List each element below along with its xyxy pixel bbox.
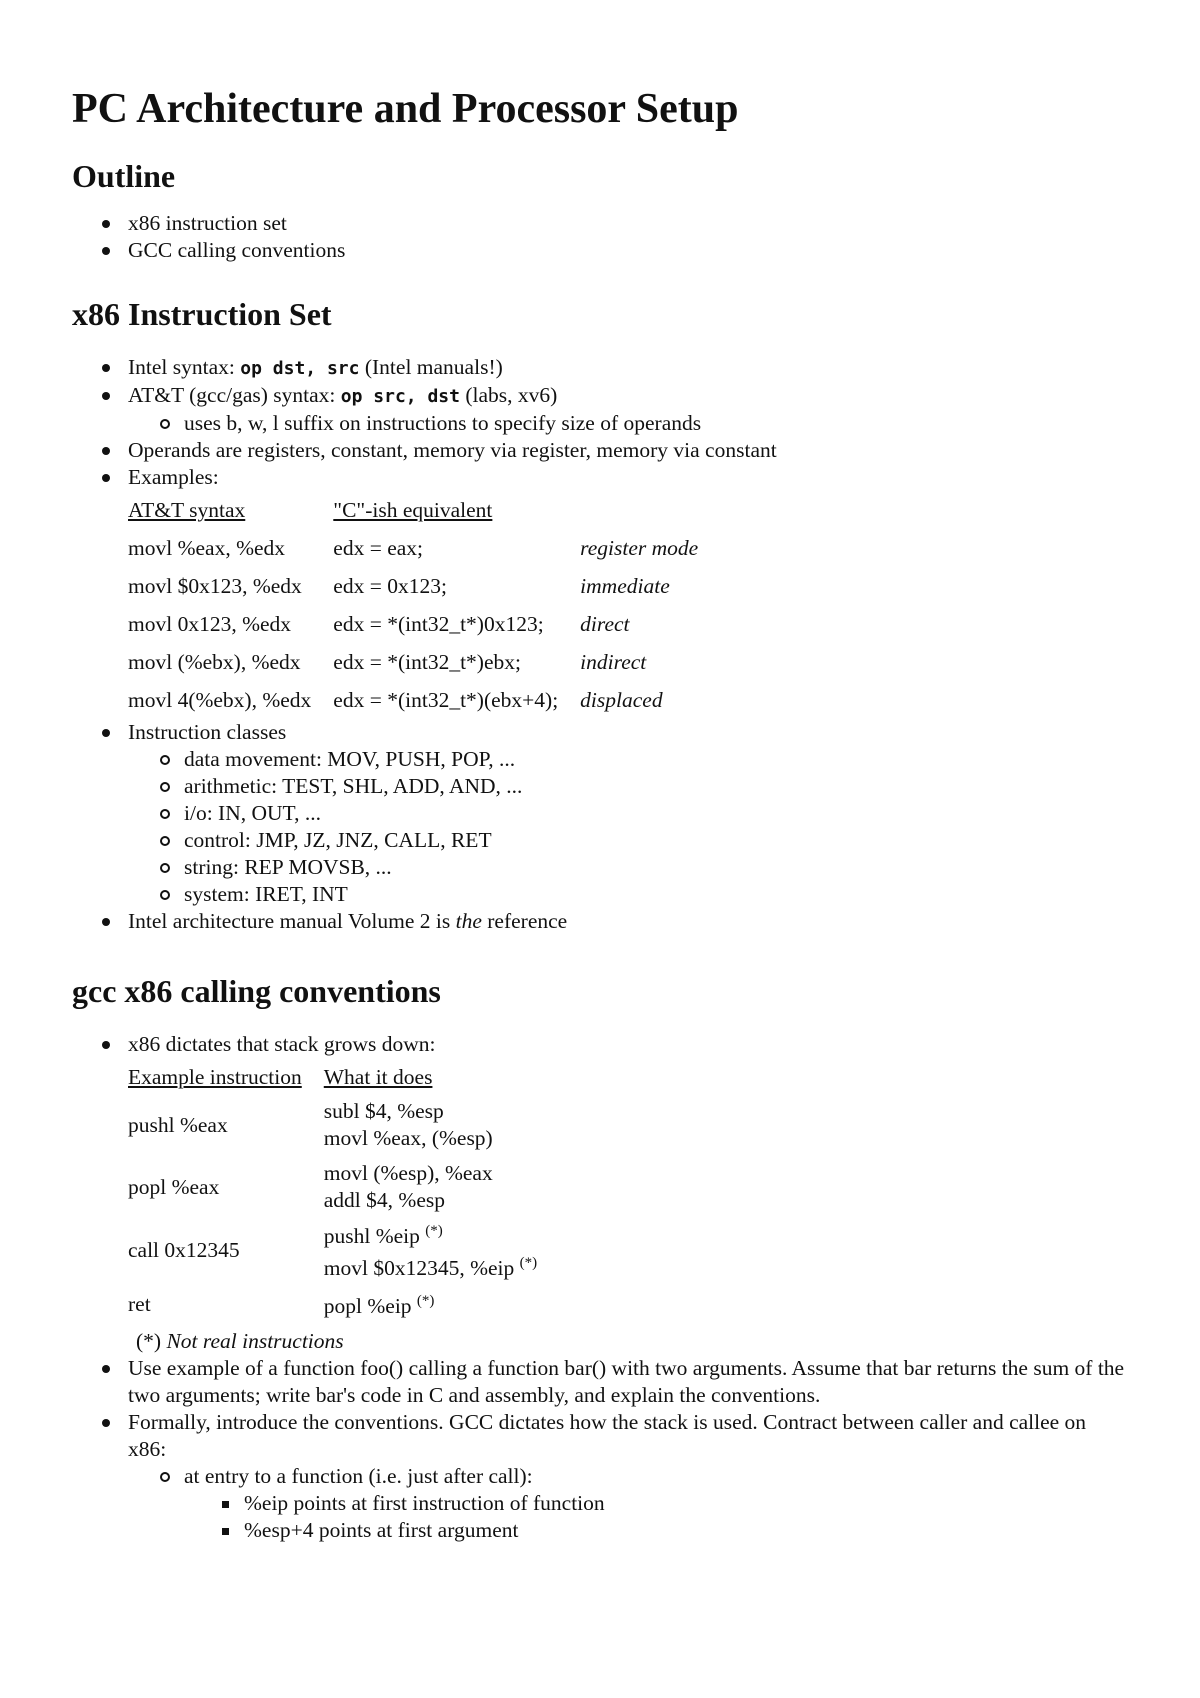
list-item: Operands are registers, constant, memory via register, memory via constant [102,437,1128,464]
table-cell: movl 4(%ebx), %edx [128,687,312,712]
table-header-cell: What it does [323,1065,433,1089]
footnote-marker: (*) [416,1293,435,1309]
outline-heading: Outline [72,158,176,194]
entry-sublist [218,1490,1128,1544]
isa-heading: x86 Instruction Set [72,296,332,332]
table-cell: movl $0x123, %edx [128,573,302,598]
intel-syntax-code: op dst, src [240,358,360,379]
table-row [128,1156,549,1218]
classes-label: Instruction classes [128,720,287,744]
examples-label: Examples: [128,465,219,489]
table-cell [324,1094,549,1156]
table-cell-text: movl $0x12345, %eip [323,1256,520,1280]
table-header-cell: Example instruction [128,1065,302,1089]
stack-item-text: x86 dictates that stack grows down: [128,1032,436,1056]
list-item [102,354,1128,382]
table-cell-text: popl %eip [323,1294,417,1318]
footnote-marker: (*) [425,1223,443,1239]
list-item: arithmetic: TEST, SHL, ADD, AND, ... [158,773,1128,800]
list-item: uses b, w, l suffix on instructions to specify size of operands [158,410,1128,437]
footnote [128,1328,1128,1355]
table-cell [324,1282,549,1326]
table-cell: indirect [580,649,647,674]
list-item [102,382,1128,437]
list-item [102,719,1128,908]
list-item: data movement: MOV, PUSH, POP, ... [158,746,1128,773]
table-row [128,1282,549,1326]
table-cell: edx = *(int32_t*)0x123; [333,611,544,636]
table-cell: edx = 0x123; [333,573,447,598]
table-row [128,567,710,605]
att-sublist [158,410,1128,437]
list-item: control: JMP, JZ, JNZ, CALL, RET [158,827,1128,854]
table-cell: immediate [580,573,670,598]
table-row [128,1218,549,1282]
list-item [102,464,1128,719]
table-cell-line: addl $4, %esp [323,1188,445,1212]
list-item: system: IRET, INT [158,881,1128,908]
table-cell-line [324,1288,537,1320]
table-cell: movl 0x123, %edx [128,611,292,636]
table-cell: edx = eax; [333,535,424,560]
table-cell: edx = *(int32_t*)ebx; [333,649,521,674]
table-cell-text: pushl %eip [323,1224,426,1248]
manual-text: Intel architecture manual Volume 2 is [128,909,456,933]
syntax-examples-table [118,497,720,719]
table-header-row [128,1064,549,1094]
table-header-cell [580,497,710,529]
table-cell-line: movl %eax, (%esp) [323,1126,493,1150]
table-cell-line [324,1250,537,1282]
list-item [102,1409,1128,1544]
att-syntax-label: AT&T (gcc/gas) syntax: [128,383,341,407]
table-row [128,1094,549,1156]
intel-syntax-note: (Intel manuals!) [359,355,503,379]
manual-text-end: reference [481,909,568,933]
table-cell: displaced [580,687,663,712]
table-cell: call 0x12345 [128,1237,240,1262]
list-item: string: REP MOVSB, ... [158,854,1128,881]
gcc-list [102,1031,1128,1544]
att-syntax-code: op src, dst [340,386,460,407]
table-cell [324,1218,549,1282]
table-cell: movl (%ebx), %edx [128,649,301,674]
table-cell-line: movl (%esp), %eax [323,1161,493,1185]
intel-syntax-label: Intel syntax: [128,355,241,379]
table-cell: ret [128,1291,151,1316]
table-cell-line: subl $4, %esp [323,1099,444,1123]
isa-list [102,354,1128,935]
table-cell: direct [580,611,630,636]
list-item: GCC calling conventions [102,237,1128,264]
list-item [102,1031,1128,1355]
table-row [128,529,710,567]
formal-sublist [158,1463,1128,1544]
list-item: %esp+4 points at first argument [218,1517,1128,1544]
table-header-cell: "C"-ish equivalent [333,498,493,522]
table-row [128,681,710,719]
list-item: i/o: IN, OUT, ... [158,800,1128,827]
table-cell [324,1156,549,1218]
table-header-cell: AT&T syntax [128,498,246,522]
list-item [158,1463,1128,1544]
table-cell: pushl %eax [128,1112,228,1137]
entry-item-text: at entry to a function (i.e. just after call): [184,1464,533,1488]
table-cell: register mode [580,535,699,560]
outline-list [102,210,1128,264]
list-item: x86 instruction set [102,210,1128,237]
table-row [128,643,710,681]
table-cell-line [324,1218,537,1250]
table-cell: popl %eax [128,1174,220,1199]
table-header-row [128,497,710,529]
table-row [128,605,710,643]
att-syntax-note: (labs, xv6) [459,383,558,407]
list-item: Use example of a function foo() calling a function bar() with two arguments. Assume that bar returns the sum of the two arguments; write bar's code in C and assembly, and explain the conventions. [102,1355,1128,1409]
table-cell: movl %eax, %edx [128,535,286,560]
footnote-text: Not real instructions [166,1329,344,1353]
stack-instruction-table [118,1064,559,1326]
gcc-heading: gcc x86 calling conventions [72,973,441,1009]
classes-sublist [158,746,1128,908]
list-item [102,908,1128,935]
formal-item-text: Formally, introduce the conventions. GCC dictates how the stack is used. Contract between caller and callee on x86: [128,1410,1087,1461]
manual-emphasis: the [455,909,482,933]
footnote-marker: (*) [519,1255,538,1271]
table-cell: edx = *(int32_t*)(ebx+4); [333,687,559,712]
page-title: PC Architecture and Processor Setup [72,86,739,132]
footnote-mark: (*) [136,1329,167,1353]
list-item: %eip points at first instruction of function [218,1490,1128,1517]
